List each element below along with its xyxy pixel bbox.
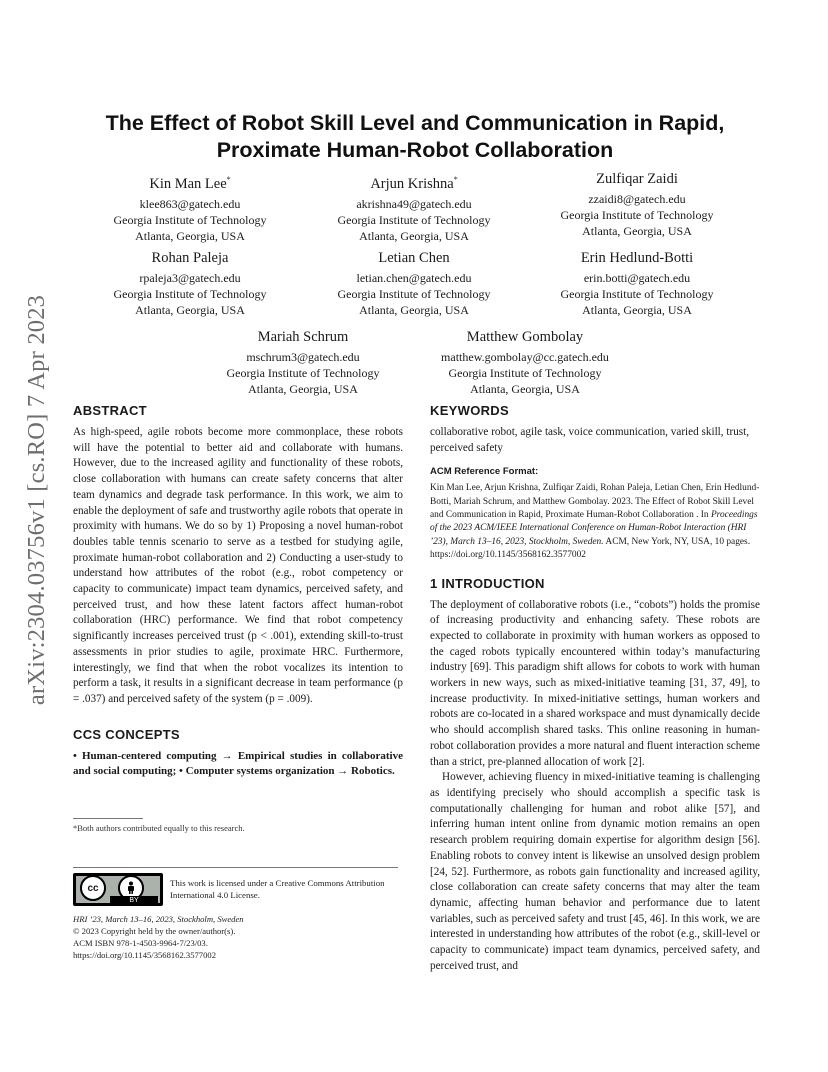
keywords-heading: KEYWORDS (430, 403, 509, 418)
author-affiliation: Georgia Institute of Technology (113, 287, 267, 301)
right-column (430, 402, 760, 974)
author-location: Atlanta, Georgia, USA (135, 228, 245, 243)
ccs-section (73, 726, 403, 780)
keywords-text: collaborative robot, agile task, voice communication, varied skill, trust, perceived safety (430, 426, 750, 454)
author-location: Atlanta, Georgia, USA (582, 224, 692, 238)
author-location: Atlanta, Georgia, USA (582, 303, 692, 317)
author-location: Atlanta, Georgia, USA (248, 382, 358, 396)
copyright: © 2023 Copyright held by the owner/author(s). (73, 926, 236, 936)
person-icon-glyph (125, 881, 137, 895)
author-affiliation: Georgia Institute of Technology (337, 212, 491, 227)
author-block (80, 170, 300, 244)
author-name: Letian Chen (378, 250, 450, 266)
author-email: rpaleja3@gatech.edu (139, 271, 241, 285)
author-affiliation: Georgia Institute of Technology (560, 208, 714, 222)
author-block (80, 249, 300, 318)
author-email: mschrum3@gatech.edu (246, 350, 360, 364)
arxiv-identifier (20, 290, 54, 710)
title-line-1: The Effect of Robot Skill Level and Communication in Rapid, (105, 111, 725, 135)
author-location: Atlanta, Georgia, USA (359, 228, 469, 243)
abstract-text: As high-speed, agile robots become more commonplace, these robots will have the potential to better aid and collaborate with humans. However, due to the increased agility and functionality of these robots, close collaboration with humans can create safety concerns that alter team dynamics and degrade task performance. In this work, we aim to enable the deployment of safe and trustworthy agile robots that operate in proximity with humans. We do so by 1) Proposing a novel human-robot doubles table tennis scenario to serve as a testbed for studying agile, proximate human-robot collaboration and 2) Conducting a user-study to understand how attributes of the robot (e.g., robot competency or capacity to communicate) impact team dynamics, perceived safety, and perceived trust, and how these latent factors affect human-robot collaboration (HRC) performance. We find that robot competency significantly increases perceived trust (p < .001), extending skill-to-trust assessments in prior studies to agile, proximate HRC. Furthermore, interestingly, we find that when the robot vocalizes its intention to perform a task, it results in a significant decrease in team performance (p = .037) and perceived safety of the system (p = .009). (73, 426, 403, 705)
cc-icon: cc (80, 875, 106, 901)
acm-reference-proceedings: Proceedings of the 2023 ACM/IEEE International Conference on Human-Robot Interaction (HRI ’23), March 13–16, 2023, Stockholm, Sweden. (430, 509, 758, 547)
author-email: klee863@gatech.edu (139, 196, 241, 211)
author-affiliation: Georgia Institute of Technology (226, 366, 380, 380)
footnote: *Both authors contributed equally to this research. (73, 823, 245, 833)
author-email: erin.botti@gatech.edu (583, 271, 691, 285)
arxiv-identifier-text: arXiv:2304.03756v1 [cs.RO] 7 Apr 2023 (23, 294, 50, 706)
paper-title (70, 110, 760, 164)
title-line-2: Proximate Human-Robot Collaboration (216, 138, 614, 162)
author-affiliation: Georgia Institute of Technology (113, 212, 267, 227)
doi-link[interactable]: https://doi.org/10.1145/3568162.3577002 (73, 950, 216, 960)
author-block (527, 249, 747, 318)
acm-reference-body (430, 482, 760, 562)
ccs-text: • Human-centered computing → Empirical studies in collaborative and social computing; • Computer systems organization → Robotics. (73, 749, 403, 778)
author-email: akrishna49@gatech.edu (356, 196, 472, 211)
author-name: Mariah Schrum (257, 329, 349, 345)
author-location: Atlanta, Georgia, USA (470, 382, 580, 396)
introduction-heading: 1 INTRODUCTION (430, 575, 545, 591)
author-email: zzaidi8@gatech.edu (588, 192, 686, 206)
by-label: BY (110, 896, 158, 905)
acm-reference-heading: ACM Reference Format: (430, 466, 539, 478)
author-affiliation: Georgia Institute of Technology (337, 287, 491, 301)
equal-contribution-mark: * (226, 175, 231, 184)
abstract-heading: ABSTRACT (73, 403, 147, 418)
author-affiliation: Georgia Institute of Technology (560, 287, 714, 301)
ccs-heading: CCS CONCEPTS (73, 726, 180, 742)
footnote-divider (73, 818, 143, 819)
equal-contribution-mark: * (453, 175, 458, 184)
author-name: Kin Man Lee (149, 175, 227, 192)
author-email: letian.chen@gatech.edu (356, 271, 472, 285)
author-email: matthew.gombolay@cc.gatech.edu (441, 350, 609, 364)
author-block (527, 170, 747, 239)
author-name: Zulfiqar Zaidi (596, 171, 678, 187)
license-text: This work is licensed under a Creative Commons Attribution International 4.0 License. (170, 878, 385, 900)
license-divider (73, 867, 398, 868)
isbn: ACM ISBN 978-1-4503-9964-7/23/03. (73, 938, 208, 948)
author-block (415, 328, 635, 397)
acm-reference-tail: ACM, New York, NY, USA, 10 pages. https://doi.org/10.1145/3568162.3577002 (430, 536, 751, 561)
author-location: Atlanta, Georgia, USA (135, 303, 245, 317)
author-block (193, 328, 413, 397)
introduction-paragraph-2: However, achieving fluency in mixed-initiative teaming is challenging as identifying precisely who should accomplish a specific task is computationally challenging for human and robot alike [57], and inferring human intent online from dynamic motion remains an open research problem requiring domain expertise for algorithm design [56]. Enabling robots to convey intent is likewise an unsolved design problem [24, 52]. Furthermore, as robots gain functionality and increased agility, close collaboration can create safety concerns that may alter the team dynamic, affecting human behavior and performance due to latent variables, such as perceived safety and trust [45, 46]. In this work, we are interested in understanding how attributes of the robot (e.g., skill-level or capacity to communicate) impact team dynamics, perceived safety, and perceived trust, and (430, 771, 760, 972)
acm-reference-authors: Kin Man Lee, Arjun Krishna, Zulfiqar Zaidi, Rohan Paleja, Letian Chen, Erin Hedlund-Botti, Mariah Schrum, and Matthew Gombolay. 2023. The Effect of Robot Skill Level and Communication in Rapid, Proximate Human-Robot Collaboration . In (430, 483, 760, 520)
author-affiliation: Georgia Institute of Technology (448, 366, 602, 380)
publication-info (73, 913, 403, 961)
author-block (304, 170, 524, 244)
left-column (73, 402, 403, 780)
author-name: Erin Hedlund-Botti (580, 250, 694, 266)
introduction-paragraph-1: The deployment of collaborative robots (i.e., “cobots”) holds the promise of increasing productivity and enhancing safety. These robots are expected to collaborate in proximity with human workers as opposed to the caged robots typically encountered within today’s manufacturing industry [69]. This paradigm shift allows for cobots to work with human workers in new ways, such as mixed-initiative teaming [31, 37, 49], to increase productivity. In mixed-initiative settings, human workers and robots are co-located in a shared workspace and must dynamically decide who should accomplish shared tasks. This online reasoning in human-robot collaboration provides a more natural and fluent interaction scheme than a strict, pre-planned allocation of work [2]. (430, 598, 760, 768)
author-name: Matthew Gombolay (466, 329, 584, 345)
venue: HRI ’23, March 13–16, 2023, Stockholm, Sweden (73, 914, 244, 924)
author-name: Arjun Krishna (370, 175, 454, 192)
cc-by-license-badge (73, 873, 163, 906)
author-name: Rohan Paleja (151, 250, 229, 266)
author-location: Atlanta, Georgia, USA (359, 303, 469, 317)
author-block (304, 249, 524, 318)
